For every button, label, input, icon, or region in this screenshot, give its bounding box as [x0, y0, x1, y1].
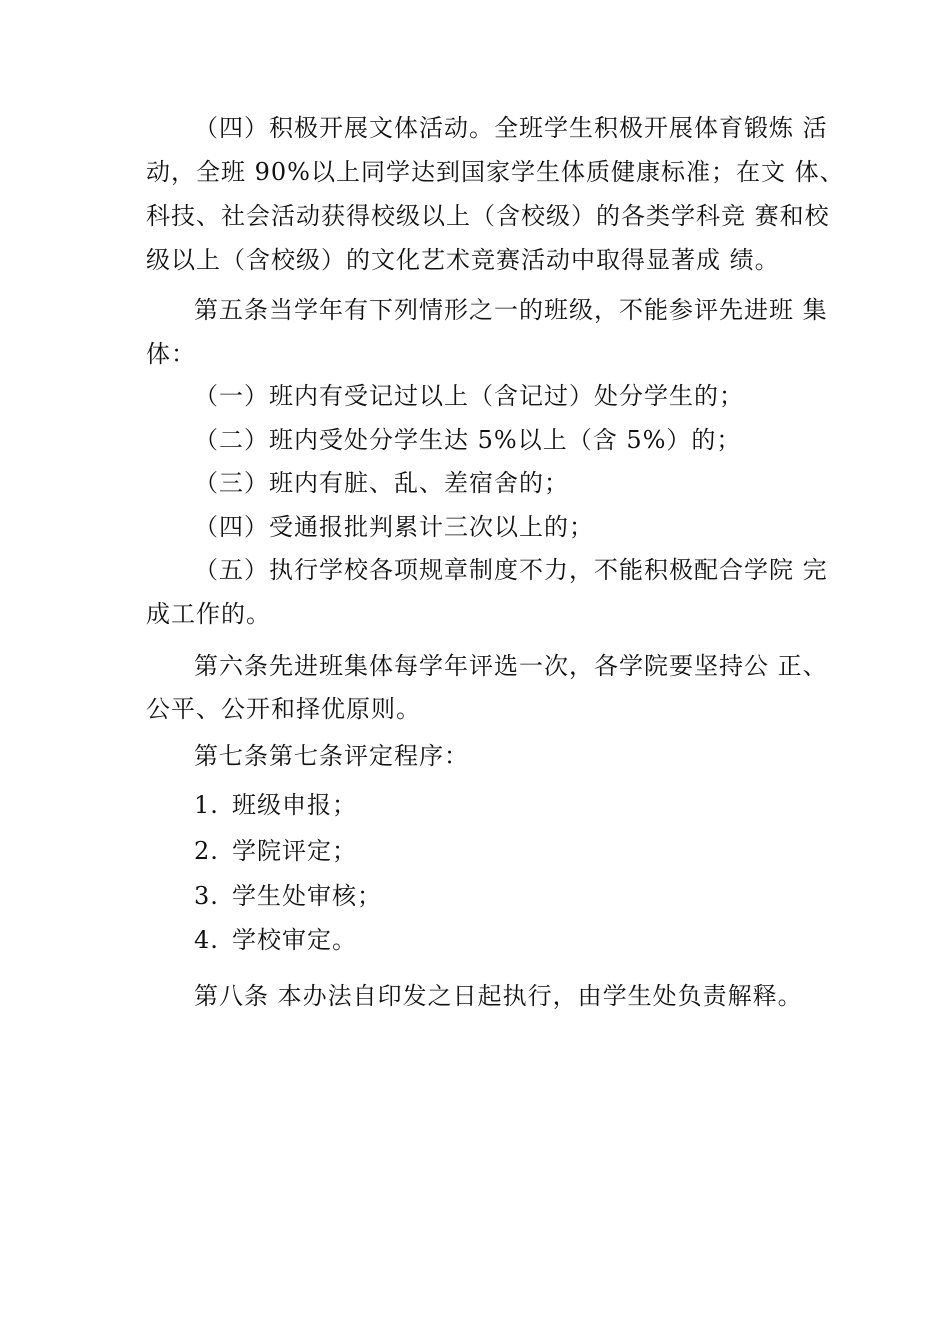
article-8: 第八条 本办法自印发之日起执行，由学生处负责解释。 [194, 982, 803, 1010]
condition-1: （一）班内有受记过以上（含记过）处分学生的； [194, 382, 744, 410]
item-4-line-4: 级以上（含校级）的文化艺术竞赛活动中取得显著成 绩。 [146, 246, 780, 274]
step-4-number: 4. [194, 926, 219, 954]
article-7: 第七条第七条评定程序： [194, 742, 469, 770]
item-4-line-2: 动，全班 90%以上同学达到国家学生体质健康标准；在文 体、 [146, 158, 845, 186]
step-3-text: 学生处审核； [232, 882, 382, 910]
step-1-text: 班级申报； [232, 791, 357, 819]
condition-5-line-2: 成工作的。 [146, 600, 271, 628]
article-6-line-2: 公平、公开和择优原则。 [146, 695, 421, 723]
step-2 [194, 836, 357, 866]
condition-4: （四）受通报批判累计三次以上的； [194, 513, 594, 541]
article-5-line-2: 体： [146, 340, 196, 368]
step-1 [194, 790, 357, 820]
step-4 [194, 925, 357, 955]
item-4-line-1: （四）积极开展文体活动。全班学生积极开展体育锻炼 活 [194, 114, 828, 142]
step-4-text: 学校审定。 [232, 926, 357, 954]
article-5-line-1: 第五条当学年有下列情形之一的班级，不能参评先进班 集 [194, 296, 828, 324]
condition-3: （三）班内有脏、乱、差宿舍的； [194, 469, 569, 497]
step-3-number: 3. [194, 882, 219, 910]
step-2-number: 2. [194, 837, 219, 865]
condition-5-line-1: （五）执行学校各项规章制度不力，不能积极配合学院 完 [194, 556, 828, 584]
item-4-line-3: 科技、社会活动获得校级以上（含校级）的各类学科竞 赛和校 [146, 202, 830, 230]
step-1-number: 1. [194, 791, 219, 819]
step-3 [194, 881, 382, 911]
condition-2: （二）班内受处分学生达 5%以上（含 5%）的； [194, 426, 742, 454]
article-6-line-1: 第六条先进班集体每学年评选一次，各学院要坚持公 正、 [194, 652, 828, 680]
step-2-text: 学院评定； [232, 837, 357, 865]
